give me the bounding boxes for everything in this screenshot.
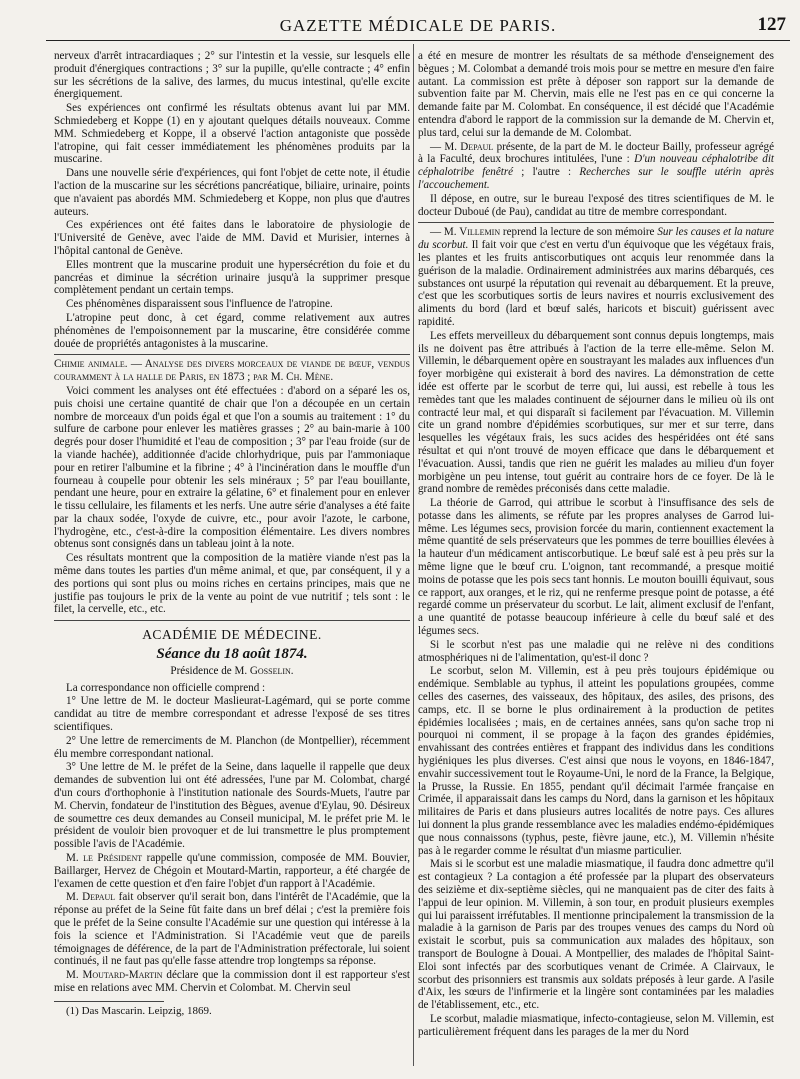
paragraph: Dans une nouvelle série d'expériences, qui font l'objet de cette note, il étudie l'action de la muscarine sur les sécrétions pancréatique, biliaire, urinaire, points que n'avaient pas abordés MM. Schmiedeberg et Koppe, non plus que d'autres auteurs. (54, 167, 410, 218)
paragraph: La théorie de Garrod, qui attribue le scorbut à l'insuffisance des sels de potasse dans les aliments, se réfute par les propres analyses de Garrod lui-même. Les légumes secs, provision forcée du marin, contiennent exactement la même quantité de sels préservateurs que les pommes de terre bouillies élevées à la hauteur d'un médicament antiscorbutique. Le bœuf salé est à peu près sur la même ligne que le bœuf cru. L'oignon, tant recommandé, a presque moitié moins de potasse que les pois secs tant honnis. Le mouton bouilli équivaut, sous ce rapport, aux oranges, et le riz, qui ne renferme presque point de potasse, a été regardé comme un préservateur du scorbut. Le lait, aliment exclusif de l'enfant, a une quantité de potasse beaucoup inférieure à celle du bœuf salé et des légumes secs. (418, 497, 774, 638)
paragraph: 2° Une lettre de remerciments de M. Planchon (de Montpellier), récemment élu membre correspondant national. (54, 734, 410, 760)
chimie-heading (54, 358, 410, 384)
chimie-title: — Analyse des divers morceaux de viande de bœuf, vendus couramment à la halle de Paris, en 1873 ; par M. Ch. Mène. (54, 358, 411, 384)
speaker-name: M. le Président (66, 852, 143, 865)
left-column (54, 50, 410, 1019)
paragraph: 1° Une lettre de M. le docteur Maslieurat-Lagémard, qui se porte comme candidat au titre de membre correspondant et adresse l'exposé de ses titres scientifiques. (54, 695, 410, 734)
journal-title: GAZETTE MÉDICALE DE PARIS. (279, 16, 557, 35)
right-column (418, 50, 774, 1040)
academie-heading: ACADÉMIE DE MÉDECINE. (142, 627, 322, 643)
paragraph: La correspondance non officielle comprend : (66, 681, 266, 694)
paragraph: Les effets merveilleux du débarquement sont connus depuis longtemps, mais ils ne doivent pas être attribués à l'action de la terre elle-même. Selon M. Villemin, le débarquement opère en soustrayant les malades aux influences d'un foyer morbigène qui existerait à bord des navires. La démonstration de cette idée est offerte par le scorbut de terre qui, lui aussi, est rebelle à tous les remèdes tant que les malades continuent de séjourner dans le milieu où ils ont contracté leur mal, et qui disparaît si facilement par l'évacuation. M. Villemin cite un grand nombre d'épidémies scorbutiques, sur mer et sur terre, dans lesquelles les végétaux frais, les sucs acides des hespéridées ont été sans résultat et qui n'ont trouvé de moyen efficace que dans le débarquement et l'évacuation. Aussi, tandis que rien ne guérit les malades au milieu d'un foyer morbigène un peu intense, tout guérit au contraire hors de ce foyer. De là le grand nombre de remèdes préconisés dans cette maladie. (418, 329, 774, 496)
paragraph: Si le scorbut n'est pas une maladie qui ne relève ni des conditions atmosphériques ni de l'alimentation, qu'est-il donc ? (418, 638, 774, 664)
paragraph (418, 226, 774, 328)
paragraph: L'atropine peut donc, à cet égard, comme relativement aux autres phénomènes de l'empoisonnement par la muscarine, être considérée comme douée de propriétés antagonistes à la muscarine. (54, 311, 410, 350)
speaker-name: — M. Villemin (430, 226, 501, 239)
paragraph-text: déclare que la commission dont il est rapporteur s'est mise en relations avec MM. Chervin et Colombat. M. Chervin seul (54, 969, 410, 994)
paragraph (418, 141, 774, 192)
paragraph-text: ; l'autre : (513, 166, 580, 179)
presidence-line (54, 665, 410, 678)
paragraph (54, 852, 410, 890)
paragraph-text: présente, de la part de M. le docteur Bailly, professeur agrégé à la Faculté, deux brochures intitulées, l'une : (418, 140, 775, 166)
page-number: 127 (757, 14, 786, 35)
paragraph: Voici comment les analyses ont été effectuées : d'abord on a séparé les os, puis choisi une certaine quantité de chair que l'on a découpée en un certain nombre de morceaux d'un poids égal et que l'on a soumis au traitement : 1° du sulfure de carbone pour enlever les matières grasses ; 2° au bain-marie à 100 degrés pour doser l'humidité et l'eau de composition ; 3° par l'eau froide (sur de la viande hachée), additionnée d'acide chlorhydrique, puis par l'ammoniaque pour en retirer l'albumine et la fibrine ; 4° à l'incinération dans le mouffle d'un fourneau à coupelle pour obtenir les sels minéraux ; 5° par l'eau bouillante, pendant une heure, pour en extraire la gélatine, 6° et finalement pour en enlever le tissu cellulaire, les filaments et les nerfs. Une autre série d'analyses a été faite par la chaux sodée, l'oxyde de cuivre, etc., pour avoir l'azote, le carbone, l'hydrogène, etc., c'est-à-dire la composition élémentaire. Les divers nombres obtenus sont consignés dans un tableau joint à la note. (54, 384, 410, 551)
paragraph: Mais si le scorbut est une maladie miasmatique, il faudra donc admettre qu'il est contagieux ? La contagion a été professée par la plupart des observateurs des seizième et dix-septième siècles, qui ne manquaient pas de citer des faits à l'appui de leur opinion. M. Villemin, à son tour, en produit plusieurs exemples qui lui paraissent irréfutables. Il mentionne principalement la transmission de la maladie à la garnison de Paris par des troupes venues des camps du Nord où existait le scorbut, puis sa communication aux malades des hôpitaux, son transport de Boulogne à Douai. A Montpellier, des malades de l'hôpital Saint-Eloi sont infectés par des scorbutiques venant de Crimée. A Clairvaux, le scorbut des prisonniers est transmis aux soldats préposés à leur garde. A l'asile d'Aix, les sœurs de l'infirmerie et la lingère sont contaminées par les maladies de l'établissement, etc., etc. (418, 858, 774, 1012)
paragraph-text: Il fait voir que c'est en vertu d'un équivoque que les végétaux frais, les plantes et les fruits antiscorbutiques ont acquis leur renommée dans la guérison de la maladie. Ordinairement administrées aux marins débarqués, ces substances ont usurpé la réputation qui revenait au débarquement. Et la preuve, c'est que les scorbutiques sortis de leurs navires et nourris exclusivement des aliments du bord (lard et bœuf salés, haricots et biscuit) guérissent avec rapidité. (418, 239, 774, 328)
speaker-name: — M. Depaul (430, 140, 494, 153)
page-header (46, 10, 790, 41)
paragraph: Elles montrent que la muscarine produit une hypersécrétion du foie et du pancréas et diminue la sécrétion urinaire jusqu'à la supprimer presque complètement pendant un certain temps. (54, 258, 410, 297)
seance-heading: Séance du 18 août 1874. (156, 646, 308, 663)
memoir-title: Sur les causes et la nature du scorbut. (418, 226, 774, 252)
speaker-name: M. Depaul (66, 891, 116, 904)
footnote-rule (54, 1001, 164, 1002)
column-divider (413, 44, 414, 1066)
paragraph: a été en mesure de montrer les résultats de sa méthode d'enseignement des bègues ; M. Colombat a demandé trois mois pour se mettre en mesure d'en faire autant. La commission est prête à déposer son rapport sur la demande de subvention faite par M. Chervin, mais elle ne l'est pas en ce qui concerne la demande faite par M. Colombat. En conséquence, il est décidé que l'Académie entendra d'abord le rapport de la commission sur la demande de M. Chervin et, plus tard, celui sur la demande de M. Colombat. (418, 50, 774, 139)
paragraph: Il dépose, en outre, sur le bureau l'exposé des titres scientifiques de M. le docteur Duboué (de Pau), candidat au titre de membre correspondant. (418, 192, 774, 218)
paragraph: Ces phénomènes disparaissent sous l'influence de l'atropine. (66, 298, 333, 311)
paragraph: Le scorbut, selon M. Villemin, est à peu près toujours épidémique ou endémique. Semblable au typhus, il atteint les populations groupées, comme celles des casernes, des vaisseaux, des hôpitaux, des asiles, des prisons, des camps, etc. Il se borne le plus ordinairement à la production de petites épidémies localisées ; mais, en de certaines années, sans qu'on sache trop ni pourquoi ni comment, il se propage à la façon des grandes épidémies, envahissant des contrées entières et frappant des individus dans les conditions hygiéniques les plus diverses. C'est ainsi que nous le voyons, en 1846-1847, envahir successivement tout le Royaume-Uni, le nord de la France, la Belgique, la Prusse, la Russie. En 1855, pendant qu'il décimait l'armée française en Crimée, il apparaissait dans les camps du Nord, dans la garnison et les hôpitaux militaires de Paris et dans plusieurs autres localités de notre pays. Ces allures lui donnent la plus grande ressemblance avec les maladies endémo-épidémiques que nous connaissons (typhus, peste, fièvre jaune, etc.), M. Villemin n'hésite pas à le regarder comme le résultat d'un miasme particulier. (418, 665, 774, 857)
section-divider (54, 354, 410, 355)
paragraph: nerveux d'arrêt intracardiaques ; 2° sur l'intestin et la vessie, sur lesquels elle produit d'énergiques contractions ; 3° sur la pupille, qu'elle contracte ; 4° enfin sur les sécrétions de la salive, des larmes, du mucus intestinal, qu'elle excite énergiquement. (54, 50, 410, 101)
presidence-prefix: Présidence de M. (170, 664, 250, 677)
speaker-name: M. Moutard-Martin (66, 969, 163, 982)
president-name: Gosselin. (249, 664, 294, 677)
paragraph (54, 891, 410, 968)
section-divider (418, 222, 774, 223)
paragraph: Ses expériences ont confirmé les résultats obtenus avant lui par MM. Schmiedeberg et Koppe (1) en y ajoutant quelques détails nouveaux. Comme MM. Schmiedeberg et Koppe, il a observé l'action antagoniste que possède l'atropine, qui fait cesser immédiatement les phénomènes produits par la muscarine. (54, 102, 410, 166)
paragraph: Le scorbut, maladie miasmatique, infecto-contagieuse, selon M. Villemin, est particulièrement fréquent dans les parages de la mer du Nord (418, 1012, 774, 1038)
paragraph: Ces expériences ont été faites dans le laboratoire de physiologie de l'Université de Genève, avec l'aide de MM. David et Murisier, internes à l'hôpital cantonal de Genève. (54, 219, 410, 257)
section-divider (54, 620, 410, 621)
footnote: (1) Das Mascarin. Leipzig, 1869. (66, 1004, 212, 1017)
paragraph (54, 969, 410, 995)
paragraph-text: reprend la lecture de son mémoire (500, 226, 658, 239)
paragraph-text: rappelle qu'une commission, composée de MM. Bouvier, Baillarger, Hervez de Chégoin et Moutard-Martin, rapporteur, a été chargée de l'examen de cette question et d'en faire l'objet d'un rapport à l'Académie. (54, 852, 411, 890)
chimie-label: Chimie animale. (54, 358, 128, 371)
brochure-title: D'un nouveau céphalotribe dit céphalotribe fenêtré (418, 153, 774, 179)
brochure-title: Recherches sur le souffle utérin après l'accouchement. (418, 166, 774, 191)
paragraph: 3° Une lettre de M. le préfet de la Seine, dans laquelle il rappelle que deux demandes de subvention lui ont été adressées, l'une par M. Colombat, chargé d'un cours d'orthophonie à l'institution nationale des Sourds-Muets, l'autre par M. Chervin, fondateur de l'institution des Bègues, avenue d'Eylau, 90. Désireux de soumettre ces deux demandes au Conseil municipal, M. le préfet prie M. le président de vouloir bien provoquer et de lui transmettre le plus promptement possible l'avis de l'Académie. (54, 761, 410, 851)
paragraph-text: fait observer qu'il serait bon, dans l'intérêt de l'Académie, que la réponse au préfet de la Seine fût faite dans un bref délai ; c'est la première fois que le préfet de la Seine consulte l'Académie sur une question qui intéresse à la fois la science et l'Administration. Si l'Académie veut que de pareils témoignages de déférence, de la part de l'Administration préfectorale, lui soient continués, il ne faut pas qu'elle fasse attendre trop longtemps sa réponse. (54, 891, 410, 968)
paragraph: Ces résultats montrent que la composition de la matière viande n'est pas la même dans toutes les parties d'un même animal, et que, par conséquent, il y a des portions qui sont plus ou moins riches en certains principes, mais que ne justifie pas toujours le prix de la vente au point de vue nutritif ; tels sont : le filet, la cervelle, etc., etc. (54, 552, 410, 616)
